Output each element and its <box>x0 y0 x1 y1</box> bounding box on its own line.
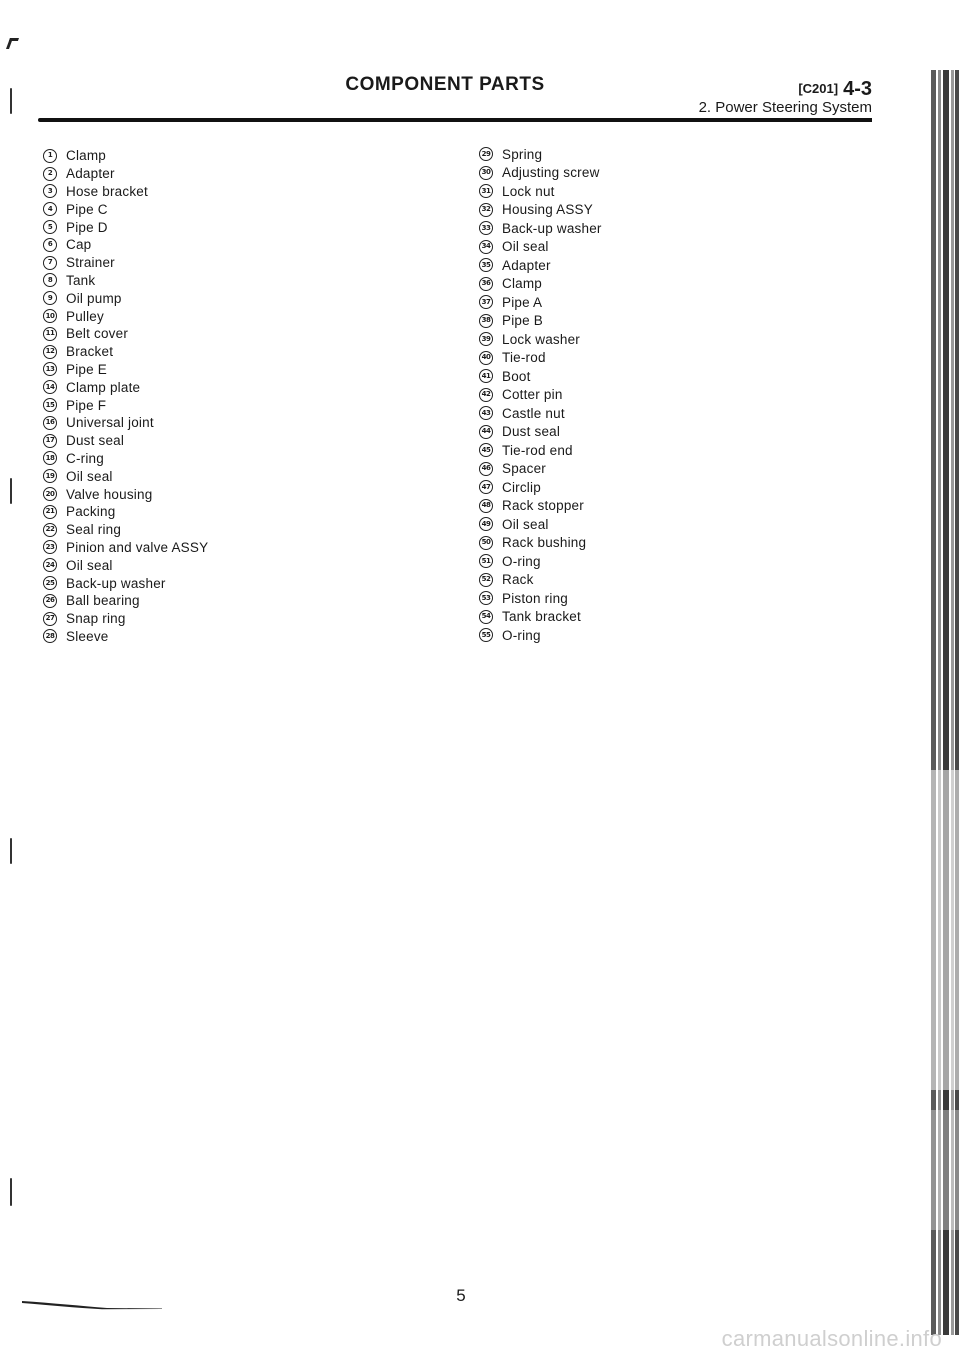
list-item <box>43 521 208 539</box>
section-code: [C201] <box>798 81 839 96</box>
part-name: Tank bracket <box>502 609 581 625</box>
list-item <box>43 361 208 379</box>
list-item <box>43 467 208 485</box>
part-name: Packing <box>66 504 116 520</box>
part-number-badge: 46 <box>479 462 493 476</box>
part-number-badge: 38 <box>479 314 493 328</box>
part-number-badge: 6 <box>43 238 57 252</box>
scan-edge-artifact <box>928 70 960 1335</box>
part-number-badge: 35 <box>479 258 493 272</box>
list-item <box>479 275 602 294</box>
part-number-badge: 18 <box>43 451 57 465</box>
part-name: O-ring <box>502 627 541 643</box>
list-item <box>479 293 602 312</box>
part-number-badge: 51 <box>479 554 493 568</box>
list-item <box>43 165 208 183</box>
part-number-badge: 48 <box>479 499 493 513</box>
list-item <box>43 289 208 307</box>
parts-list-left <box>43 147 208 645</box>
part-number-badge: 44 <box>479 425 493 439</box>
part-number-badge: 8 <box>43 273 57 287</box>
list-item <box>479 534 602 553</box>
part-number-badge: 34 <box>479 240 493 254</box>
part-name: Hose bracket <box>66 183 148 199</box>
part-number-badge: 43 <box>479 406 493 420</box>
list-item <box>479 145 602 164</box>
part-number-badge: 25 <box>43 576 57 590</box>
part-number-badge: 12 <box>43 345 57 359</box>
part-number-badge: 41 <box>479 369 493 383</box>
list-item <box>43 147 208 165</box>
part-name: Tie-rod <box>502 350 546 366</box>
part-number-badge: 53 <box>479 591 493 605</box>
part-number-badge: 19 <box>43 469 57 483</box>
part-number-badge: 37 <box>479 295 493 309</box>
part-number-badge: 29 <box>479 147 493 161</box>
list-item <box>479 256 602 275</box>
part-number-badge: 26 <box>43 594 57 608</box>
page-title: COMPONENT PARTS <box>345 74 545 95</box>
part-name: Rack bushing <box>502 535 587 551</box>
part-number-badge: 11 <box>43 327 57 341</box>
margin-mark <box>10 478 12 504</box>
list-item <box>479 164 602 183</box>
list-item <box>479 182 602 201</box>
part-number-badge: 40 <box>479 351 493 365</box>
list-item <box>479 238 602 257</box>
list-item <box>43 307 208 325</box>
list-item <box>43 343 208 361</box>
list-item <box>479 460 602 479</box>
part-name: Oil seal <box>502 239 549 255</box>
list-item <box>43 378 208 396</box>
part-name: Clamp plate <box>66 379 141 395</box>
part-name: Back-up washer <box>66 575 166 591</box>
part-name: Piston ring <box>502 590 568 606</box>
part-name: Pipe D <box>66 219 108 235</box>
part-number-badge: 36 <box>479 277 493 291</box>
watermark: carmanualsonline.info <box>721 1326 942 1351</box>
part-number-badge: 9 <box>43 291 57 305</box>
part-number-badge: 27 <box>43 612 57 626</box>
margin-mark <box>10 88 12 114</box>
list-item <box>479 608 602 627</box>
part-name: Universal joint <box>66 415 154 431</box>
part-name: Cap <box>66 237 92 253</box>
part-name: Pulley <box>66 308 104 324</box>
part-number-badge: 20 <box>43 487 57 501</box>
part-name: Clamp <box>502 276 543 292</box>
part-number-badge: 22 <box>43 523 57 537</box>
list-item <box>479 589 602 608</box>
part-number-badge: 47 <box>479 480 493 494</box>
list-item <box>479 571 602 590</box>
part-name: Housing ASSY <box>502 202 593 218</box>
part-number-badge: 30 <box>479 166 493 180</box>
part-name: Oil seal <box>66 468 113 484</box>
part-number-badge: 55 <box>479 628 493 642</box>
part-name: Adapter <box>66 166 115 182</box>
part-name: Lock washer <box>502 331 580 347</box>
list-item <box>43 200 208 218</box>
list-item <box>43 396 208 414</box>
list-item <box>43 574 208 592</box>
parts-list-right <box>479 145 602 645</box>
part-name: Belt cover <box>66 326 129 342</box>
part-name: Adapter <box>502 257 551 273</box>
part-name: Ball bearing <box>66 593 140 609</box>
part-number-badge: 21 <box>43 505 57 519</box>
part-name: Rack stopper <box>502 498 584 514</box>
list-item <box>479 330 602 349</box>
part-number-badge: 5 <box>43 220 57 234</box>
part-name: Sleeve <box>66 628 109 644</box>
part-name: Pipe C <box>66 201 108 217</box>
list-item <box>43 556 208 574</box>
part-number-badge: 39 <box>479 332 493 346</box>
list-item <box>479 367 602 386</box>
part-name: Tank <box>66 272 96 288</box>
part-name: Seal ring <box>66 522 122 538</box>
part-number-badge: 2 <box>43 167 57 181</box>
part-name: Strainer <box>66 255 115 271</box>
section-subtitle: 2. Power Steering System <box>698 99 872 116</box>
list-item <box>479 349 602 368</box>
list-item <box>43 610 208 628</box>
part-name: Adjusting screw <box>502 165 600 181</box>
part-number-badge: 52 <box>479 573 493 587</box>
part-number-badge: 32 <box>479 203 493 217</box>
header-reference <box>798 78 872 101</box>
part-name: Oil seal <box>66 557 113 573</box>
list-item <box>43 183 208 201</box>
part-name: Spring <box>502 146 543 162</box>
part-number-badge: 10 <box>43 309 57 323</box>
part-number-badge: 49 <box>479 517 493 531</box>
list-item <box>43 218 208 236</box>
list-item <box>479 497 602 516</box>
list-item <box>479 219 602 238</box>
part-number-badge: 28 <box>43 629 57 643</box>
part-name: Valve housing <box>66 486 153 502</box>
list-item <box>479 404 602 423</box>
part-name: Castle nut <box>502 405 565 421</box>
part-name: Circlip <box>502 479 541 495</box>
part-name: Spacer <box>502 461 546 477</box>
margin-mark <box>10 838 12 864</box>
list-item <box>43 485 208 503</box>
list-item <box>43 236 208 254</box>
part-number-badge: 24 <box>43 558 57 572</box>
part-number-badge: 13 <box>43 362 57 376</box>
part-name: Pipe A <box>502 294 543 310</box>
list-item <box>479 312 602 331</box>
part-name: Dust seal <box>66 433 125 449</box>
margin-mark <box>10 1178 12 1206</box>
part-name: Bracket <box>66 344 114 360</box>
part-name: Rack <box>502 572 534 588</box>
list-item <box>479 626 602 645</box>
scan-bottom-mark <box>22 1300 162 1310</box>
list-item <box>43 450 208 468</box>
part-name: C-ring <box>66 450 104 466</box>
part-number-badge: 17 <box>43 434 57 448</box>
part-number-badge: 23 <box>43 540 57 554</box>
part-name: Pipe E <box>66 361 107 377</box>
part-number-badge: 14 <box>43 380 57 394</box>
list-item <box>43 272 208 290</box>
part-name: Lock nut <box>502 183 555 199</box>
part-name: Clamp <box>66 148 107 164</box>
header-rule <box>38 118 872 122</box>
page-number: 5 <box>456 1286 466 1305</box>
part-number-badge: 33 <box>479 221 493 235</box>
part-number-badge: 1 <box>43 149 57 163</box>
list-item <box>43 592 208 610</box>
part-number-badge: 4 <box>43 202 57 216</box>
list-item <box>479 386 602 405</box>
section-page-ref: 4-3 <box>843 78 872 100</box>
part-number-badge: 50 <box>479 536 493 550</box>
part-number-badge: 7 <box>43 256 57 270</box>
list-item <box>43 432 208 450</box>
part-name: O-ring <box>502 553 541 569</box>
part-number-badge: 42 <box>479 388 493 402</box>
list-item <box>43 254 208 272</box>
part-name: Oil pump <box>66 290 122 306</box>
part-name: Back-up washer <box>502 220 602 236</box>
part-number-badge: 45 <box>479 443 493 457</box>
list-item <box>479 441 602 460</box>
list-item <box>479 515 602 534</box>
list-item <box>43 628 208 646</box>
list-item <box>479 201 602 220</box>
part-number-badge: 15 <box>43 398 57 412</box>
part-number-badge: 54 <box>479 610 493 624</box>
part-name: Snap ring <box>66 611 126 627</box>
part-name: Pipe F <box>66 397 107 413</box>
part-name: Cotter pin <box>502 387 563 403</box>
part-name: Boot <box>502 368 531 384</box>
part-name: Tie-rod end <box>502 442 573 458</box>
list-item <box>479 552 602 571</box>
part-name: Oil seal <box>502 516 549 532</box>
list-item <box>43 503 208 521</box>
list-item <box>43 325 208 343</box>
list-item <box>43 414 208 432</box>
list-item <box>479 478 602 497</box>
part-name: Pipe B <box>502 313 543 329</box>
part-name: Pinion and valve ASSY <box>66 539 209 555</box>
part-number-badge: 3 <box>43 184 57 198</box>
scan-corner-mark <box>6 38 19 49</box>
part-name: Dust seal <box>502 424 561 440</box>
list-item <box>43 539 208 557</box>
part-number-badge: 16 <box>43 416 57 430</box>
list-item <box>479 423 602 442</box>
part-number-badge: 31 <box>479 184 493 198</box>
